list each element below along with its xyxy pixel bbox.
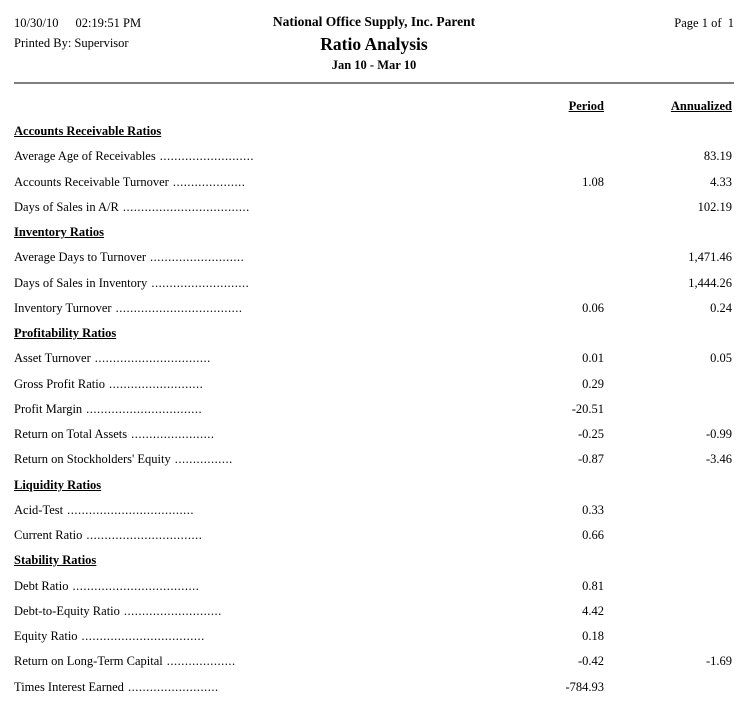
annualized-value: -0.99 (705, 427, 732, 441)
ratio-label: Equity Ratio .................................. (14, 629, 205, 643)
dot-leader: .................................. (81, 629, 205, 643)
dot-leader: ................................... (72, 578, 200, 593)
period-value: 4.42 (582, 603, 604, 618)
period-value: 1.08 (582, 174, 604, 189)
printed-by: Printed By: Supervisor (14, 36, 129, 50)
annualized-value: 0.24 (710, 300, 732, 315)
period-value: 0.01 (582, 351, 604, 366)
ratio-row (0, 271, 748, 296)
ratio-label: Profit Margin ................................ (14, 401, 203, 416)
print-meta (14, 13, 273, 73)
dot-leader: ................................ (94, 351, 211, 366)
period-value: -0.87 (577, 452, 604, 467)
page-number: Page 1 of 1 (674, 16, 734, 30)
column-header-annualized: Annualized (670, 99, 732, 113)
period-value: 0.29 (582, 376, 604, 391)
annualized-value: -3.46 (705, 452, 732, 467)
annualized-value: -1.69 (705, 654, 732, 669)
period-value: 0.66 (582, 528, 604, 542)
ratio-label: Return on Total Assets ....................... (14, 427, 215, 441)
company-name: National Office Supply, Inc. Parent (272, 14, 476, 29)
ratio-row (0, 422, 748, 447)
dot-leader: ......................... (127, 679, 219, 694)
report-date-range: Jan 10 - Mar 10 (331, 58, 417, 72)
section-heading-row (0, 220, 748, 245)
ratio-row (0, 599, 748, 624)
period-value: -20.51 (571, 401, 604, 416)
dot-leader: .......................... (150, 250, 245, 265)
annualized-value: 102.19 (697, 199, 732, 214)
annualized-value: 1,444.26 (688, 275, 732, 290)
print-datetime-line (14, 13, 273, 33)
ratio-row (0, 574, 748, 599)
period-value: -0.25 (577, 427, 604, 441)
annualized-value: 0.05 (710, 351, 732, 366)
ratio-row (0, 346, 748, 371)
header-divider (14, 82, 734, 84)
ratio-label: Current Ratio ................................ (14, 528, 203, 542)
ratio-label: Times Interest Earned ......................... (14, 679, 219, 694)
period-value: -784.93 (565, 679, 604, 694)
period-value: 0.06 (582, 300, 604, 315)
ratio-label: Gross Profit Ratio .......................... (14, 376, 204, 391)
ratio-row (0, 649, 748, 674)
dot-leader: ................................ (86, 401, 203, 416)
ratio-row (0, 675, 748, 700)
section-heading: Liquidity Ratios (14, 477, 102, 492)
report-body (0, 119, 748, 700)
ratio-label: Average Age of Receivables .......................... (14, 149, 254, 164)
print-time: 02:19:51 PM (75, 16, 142, 30)
ratio-row (0, 195, 748, 220)
ratio-label: Asset Turnover ................................ (14, 351, 211, 366)
column-header-period: Period (568, 99, 604, 113)
ratio-row (0, 624, 748, 649)
ratio-label: Debt-to-Equity Ratio ........................... (14, 603, 222, 618)
dot-leader: ................................... (115, 300, 243, 315)
dot-leader: ................ (174, 452, 233, 467)
section-heading-row (0, 321, 748, 346)
section-heading: Stability Ratios (14, 553, 97, 568)
annualized-value: 4.33 (710, 174, 732, 189)
annualized-value: 83.19 (703, 149, 732, 164)
section-heading-row (0, 119, 748, 144)
dot-leader: ................... (166, 654, 236, 669)
period-value: 0.81 (582, 578, 604, 593)
ratio-row (0, 296, 748, 321)
ratio-row (0, 447, 748, 472)
report-header (0, 0, 748, 73)
dot-leader: ................................ (86, 528, 203, 542)
ratio-row (0, 397, 748, 422)
annualized-value: 1,471.46 (688, 250, 732, 265)
ratio-row (0, 372, 748, 397)
ratio-label: Acid-Test ................................... (14, 502, 194, 517)
ratio-row (0, 144, 748, 169)
section-heading: Accounts Receivable Ratios (14, 124, 162, 138)
period-value: 0.18 (582, 629, 604, 643)
print-date: 10/30/10 (14, 16, 59, 30)
report-title: Ratio Analysis (320, 34, 428, 54)
ratio-row (0, 523, 748, 548)
dot-leader: .......................... (108, 376, 204, 391)
ratio-label: Days of Sales in A/R ................................... (14, 199, 250, 214)
report-title-block (273, 13, 475, 73)
ratio-row (0, 170, 748, 195)
ratio-label: Return on Long-Term Capital ................... (14, 654, 236, 669)
dot-leader: ........................... (151, 275, 250, 290)
section-heading-row (0, 548, 748, 573)
ratio-label: Debt Ratio ................................... (14, 578, 200, 593)
ratio-row (0, 245, 748, 270)
section-heading-row (0, 473, 748, 498)
dot-leader: .................... (172, 174, 246, 189)
dot-leader: ................................... (67, 502, 194, 517)
period-value: -0.42 (577, 654, 604, 669)
ratio-row (0, 498, 748, 523)
ratio-label: Average Days to Turnover .......................... (14, 250, 245, 265)
ratio-label: Accounts Receivable Turnover .................... (14, 174, 246, 189)
section-heading: Profitability Ratios (14, 326, 117, 340)
ratio-label: Inventory Turnover ................................... (14, 300, 243, 315)
period-value: 0.33 (582, 502, 604, 517)
dot-leader: ........................... (123, 603, 222, 618)
ratio-label: Days of Sales in Inventory ........................... (14, 275, 250, 290)
column-header-row (0, 94, 748, 119)
dot-leader: ....................... (131, 427, 215, 441)
dot-leader: ................................... (122, 199, 250, 214)
dot-leader: .......................... (159, 149, 254, 164)
section-heading: Inventory Ratios (14, 225, 104, 239)
ratio-label: Return on Stockholders' Equity ................ (14, 452, 233, 467)
